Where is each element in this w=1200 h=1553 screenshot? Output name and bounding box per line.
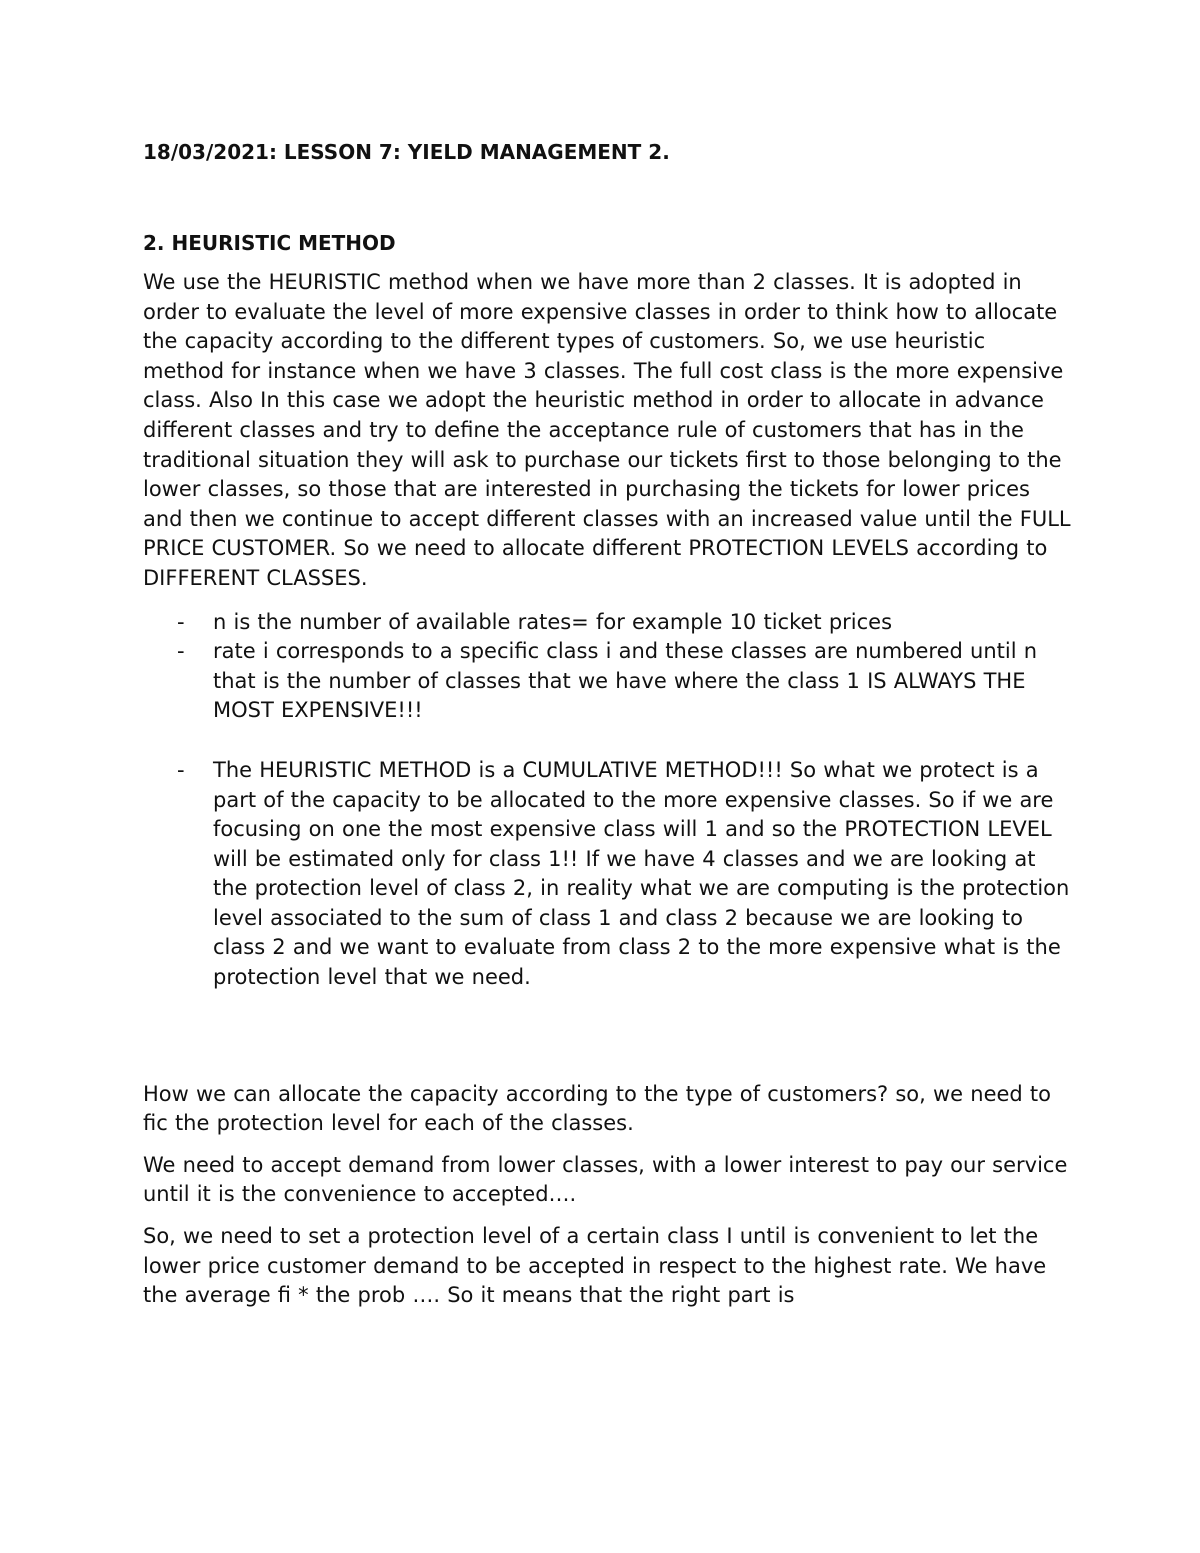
bullet-list — [143, 608, 1073, 993]
bullet-marker: - — [177, 757, 185, 782]
section-heading: 2. HEURISTIC METHOD — [143, 231, 396, 255]
bullet-marker: - — [177, 609, 185, 634]
protection-paragraph: So, we need to set a protection level of a certain class I until is convenient to let the lower price customer demand to be accepted in respect to the highest rate. We have the average fi * the prob …. So it means that the right part is — [143, 1224, 1047, 1308]
list-item-text: The HEURISTIC METHOD is a CUMULATIVE METHOD!!! So what we protect is a part of the capacity to be allocated to the more expensive classes. So if we are focusing on one the most expensive class will 1 and so the PROTECTION LEVEL will be estimated only for class 1!! If we have 4 classes and we are looking at the protection level of class 2, in reality what we are computing is the protection level associated to the sum of class 1 and class 2 because we are looking to class 2 and we want to evaluate from class 2 to the more expensive what is the protection level that we need. — [213, 757, 1070, 990]
demand-paragraph: We need to accept demand from lower classes, with a lower interest to pay our service until it is the convenience to accepted…. — [143, 1152, 1068, 1207]
intro-paragraph: We use the HEURISTIC method when we have more than 2 classes. It is adopted in order to evaluate the level of more expensive classes in order to think how to allocate the capacity according to the different types of customers. So, we use heuristic method for instance when we have 3 classes. The full cost class is the more expensive class. Also In this case we adopt the heuristic method in order to allocate in advance different classes and try to define the acceptance rule of customers that has in the traditional situation they will ask to purchase our tickets first to those belonging to the lower classes, so those that are interested in purchasing the tickets for lower prices and then we continue to accept different classes with an increased value until the FULL PRICE CUSTOMER. So we need to allocate different PROTECTION LEVELS according to DIFFERENT CLASSES. — [143, 270, 1071, 590]
list-item — [143, 637, 1073, 726]
allocation-paragraph: How we can allocate the capacity according to the type of customers? so, we need to fic the protection level for each of the classes. — [143, 1081, 1052, 1136]
bullet-marker: - — [177, 639, 185, 664]
list-item — [143, 756, 1073, 993]
list-item — [143, 608, 1073, 638]
document-title: 18/03/2021: LESSON 7: YIELD MANAGEMENT 2. — [143, 140, 670, 164]
list-item-text: n is the number of available rates= for example 10 ticket prices — [213, 609, 893, 634]
list-item-text: rate i corresponds to a specific class i and these classes are numbered until n that is the number of classes that we have where the class 1 IS ALWAYS THE MOST EXPENSIVE!!! — [213, 639, 1038, 723]
document-body — [143, 134, 1073, 1311]
